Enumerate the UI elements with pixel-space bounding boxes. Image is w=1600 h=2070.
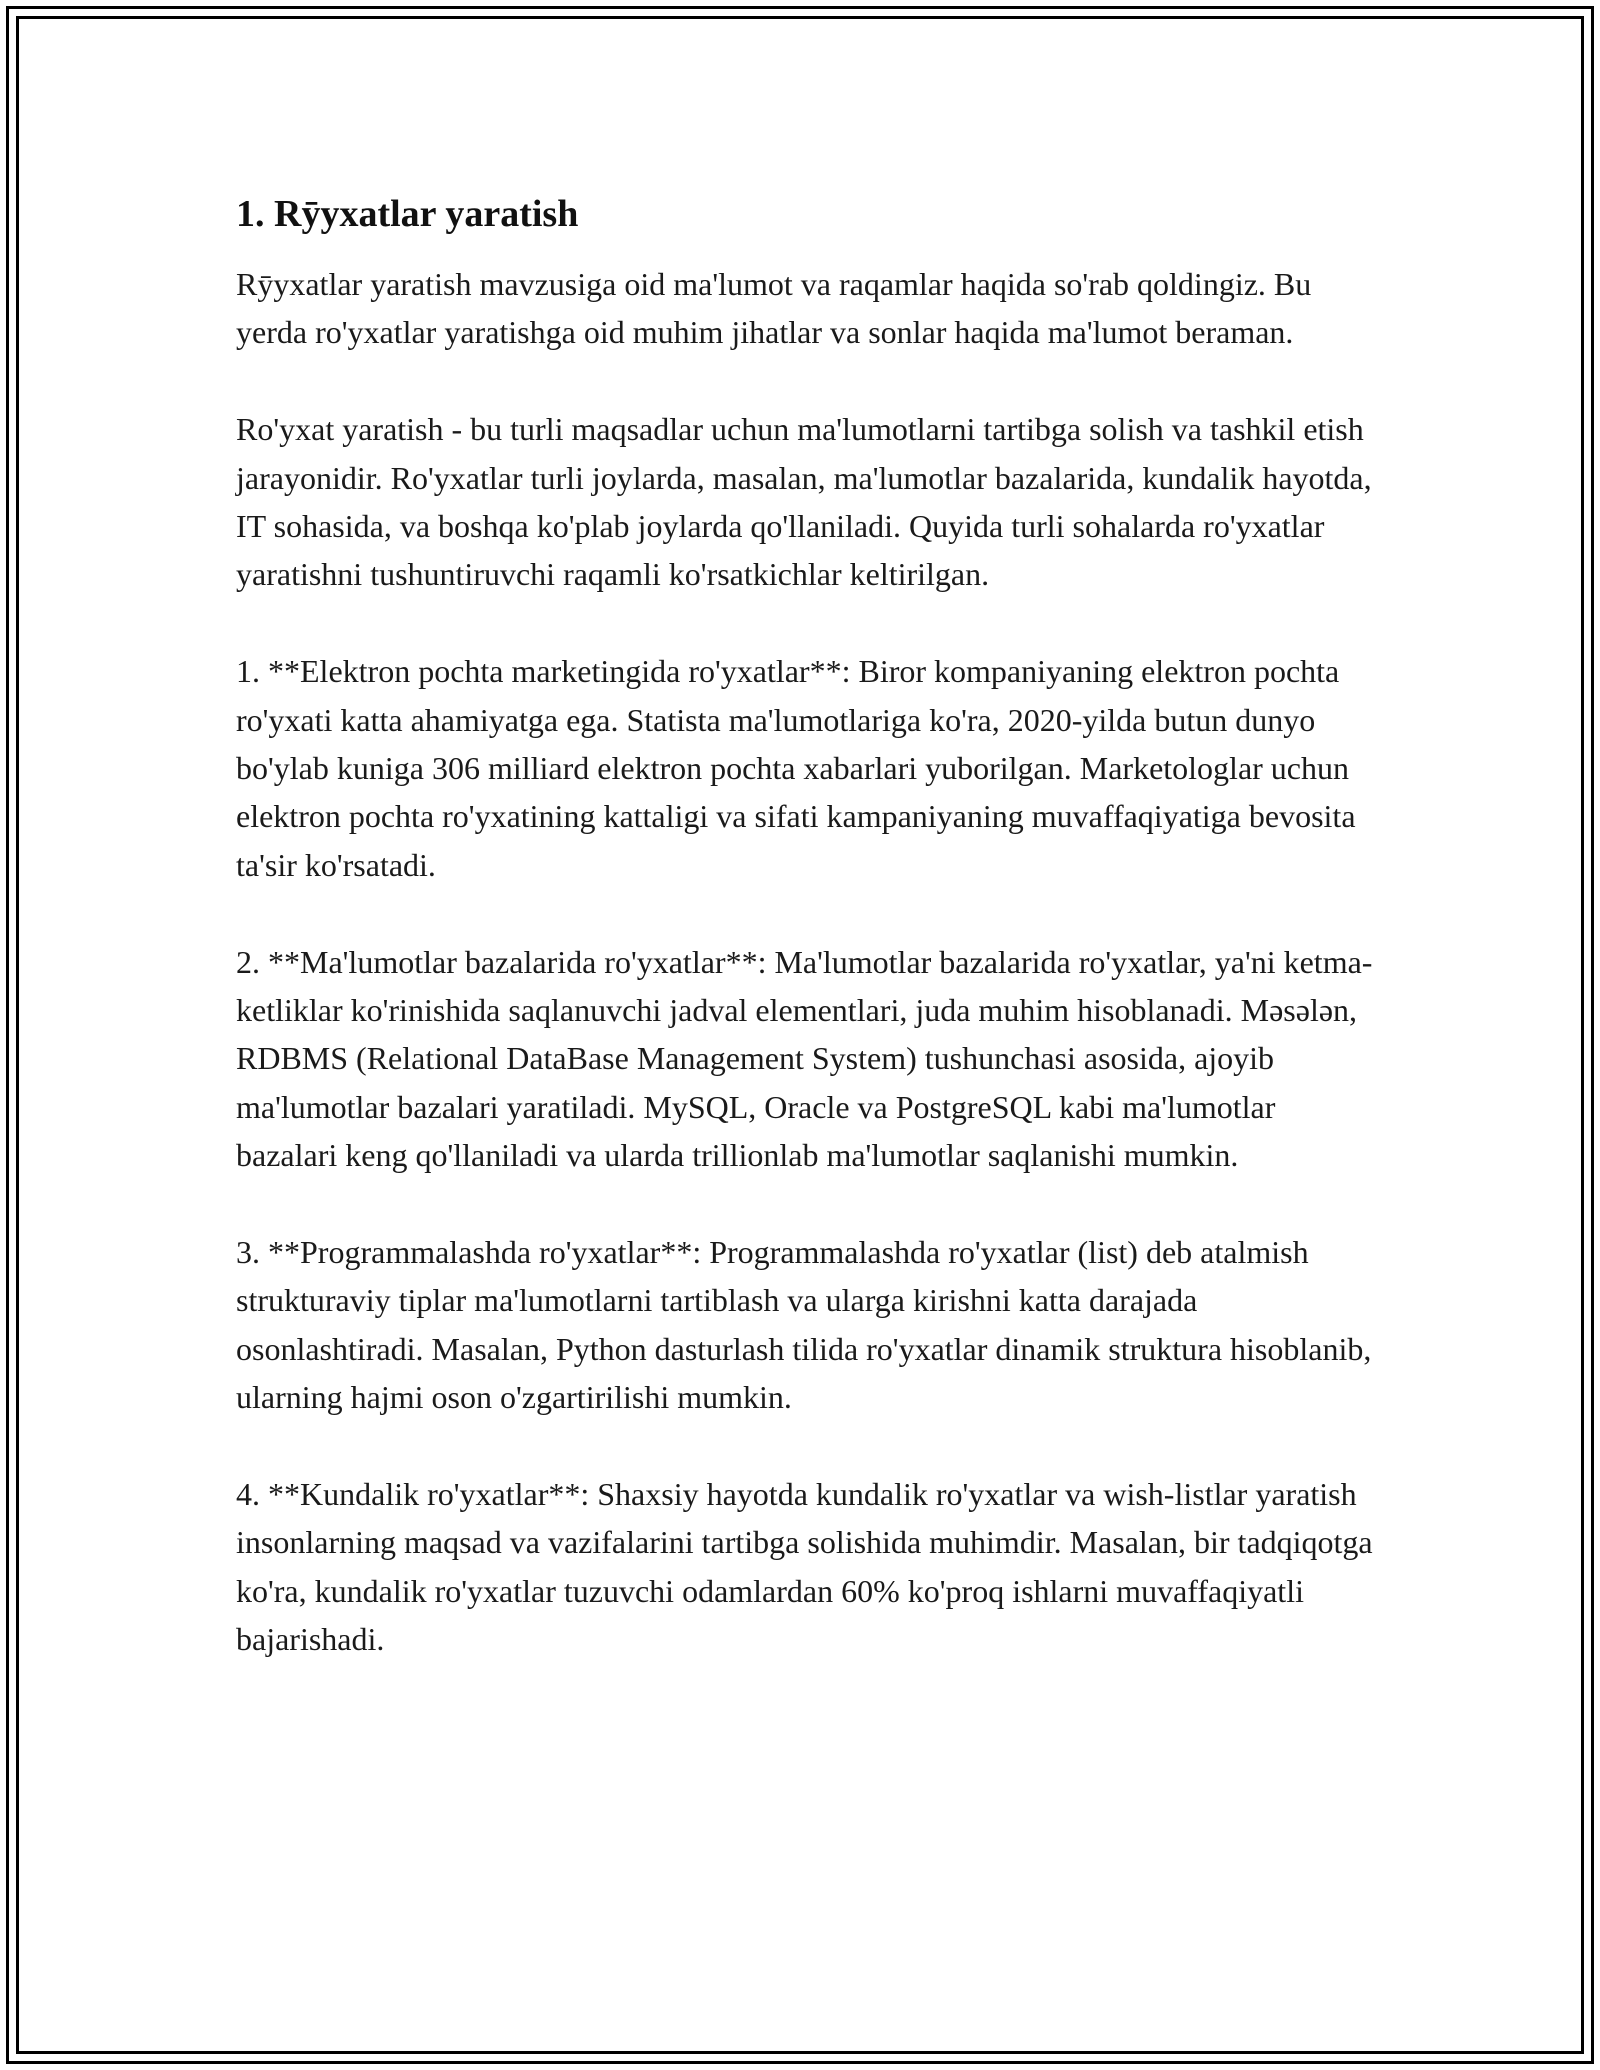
paragraph-email-marketing: 1. **Elektron pochta marketingida ro'yxatlar**: Biror kompaniyaning elektron pochta ro'yxati katta ahamiyatga ega. Statista ma'lumotlariga ko'ra, 2020-yilda butun dunyo bo'ylab kuniga 306 milliard elektron pochta xabarlari yuborilgan. Marketologlar uchun elektron pochta ro'yxatining kattaligi va sifati kampaniyaning muvaffaqiyatiga bevosita ta'sir ko'rsatadi.: [236, 653, 1356, 883]
document-body: [236, 186, 1376, 1712]
paragraph-intro: Rȳyxatlar yaratish mavzusiga oid ma'lumot va raqamlar haqida so'rab qoldingiz. Bu yerda ro'yxatlar yaratishga oid muhim jihatlar va sonlar haqida ma'lumot beraman.: [236, 266, 1312, 351]
document-title: 1. Rȳyxatlar yaratish: [236, 193, 579, 235]
paragraph-programming: 3. **Programmalashda ro'yxatlar**: Programmalashda ro'yxatlar (list) deb atalmish strukturaviy tiplar ma'lumotlarni tartiblash va ularga kirishni katta darajada osonlashtiradi. Masalan, Python dasturlash tilida ro'yxatlar dinamik struktura hisoblanib, ularning hajmi oson o'zgartirilishi mumkin.: [236, 1234, 1372, 1416]
paragraph-definition: Ro'yxat yaratish - bu turli maqsadlar uchun ma'lumotlarni tartibga solish va tashkil etish jarayonidir. Ro'yxatlar turli joylarda, masalan, ma'lumotlar bazalarida, kundalik hayotda, IT sohasida, va boshqa ko'plab joylarda qo'llaniladi. Quyida turli sohalarda ro'yxatlar yaratishni tushuntiruvchi raqamli ko'rsatkichlar keltirilgan.: [236, 411, 1372, 593]
paragraph-databases: 2. **Ma'lumotlar bazalarida ro'yxatlar**: Ma'lumotlar bazalarida ro'yxatlar, ya'ni ketma-ketliklar ko'rinishida saqlanuvchi jadval elementlari, juda muhim hisoblanadi. Məsələn, RDBMS (Relational DataBase Management System) tushunchasi asosida, ajoyib ma'lumotlar bazalari yaratiladi. MySQL, Oracle va PostgreSQL kabi ma'lumotlar bazalari keng qo'llaniladi va ularda trillionlab ma'lumotlar saqlanishi mumkin.: [236, 943, 1373, 1174]
paragraph-daily-lists: 4. **Kundalik ro'yxatlar**: Shaxsiy hayotda kundalik ro'yxatlar va wish-listlar yaratish insonlarning maqsad va vazifalarini tartibga solishida muhimdir. Masalan, bir tadqiqotga ko'ra, kundalik ro'yxatlar tuzuvchi odamlardan 60% ko'proq ishlarni muvaffaqiyatli bajarishadi.: [236, 1476, 1373, 1658]
